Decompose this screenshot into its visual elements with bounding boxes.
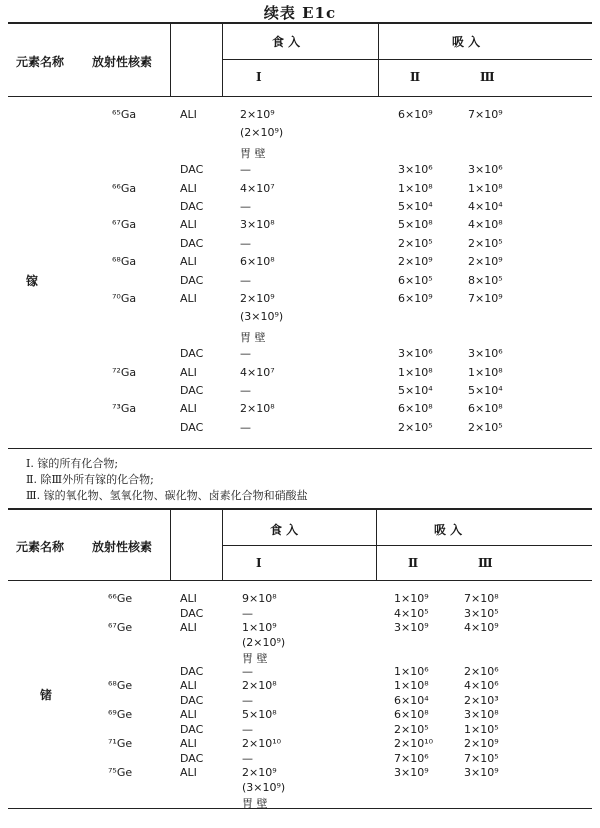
ge-row-6-col-iii: 4×10⁶: [464, 679, 499, 692]
ge-row-12-col-i: 2×10⁹: [242, 766, 277, 779]
ge-row-5-col-ii: 1×10⁶: [394, 664, 429, 678]
ge-row-9-type: DAC: [180, 722, 204, 736]
ge-header-element: 元素名称: [16, 540, 65, 554]
ge-row-0-col-i: 9×10⁸: [242, 592, 277, 605]
ga-row-13-col-i: —: [240, 347, 251, 361]
ga-row-5-col-i: —: [240, 200, 251, 213]
ga-row-10-col-iii: 7×10⁹: [468, 292, 503, 305]
ge-row-6-nuclide: ⁶⁸Ge: [108, 679, 133, 692]
ga-header-col-i: Ⅰ: [256, 70, 262, 84]
table-title: 续表 E1c: [263, 4, 337, 22]
ga-note-1: Ⅰ. 镓的所有化合物;: [26, 457, 119, 470]
ga-header-col-iii: Ⅲ: [480, 70, 495, 84]
ga-row-4-col-iii: 1×10⁸: [468, 181, 503, 195]
ga-header-rule: [8, 96, 592, 97]
ga-header-nuclide: 放射性核素: [92, 55, 153, 69]
ge-row-0-nuclide: ⁶⁶Ge: [108, 592, 133, 605]
ga-row-8-col-ii: 2×10⁹: [398, 255, 433, 269]
ge-row-8-col-i: 5×10⁸: [242, 708, 277, 721]
ga-row-10-nuclide: ⁷⁰Ga: [112, 292, 137, 305]
ge-row-1-col-ii: 4×10⁵: [394, 606, 429, 620]
ge-row-5-type: DAC: [180, 664, 204, 678]
ge-header-col-i: Ⅰ: [256, 556, 262, 570]
ga-header-ingestion: 食 入: [272, 35, 301, 49]
ge-row-0-type: ALI: [180, 592, 197, 605]
ga-top-rule: [8, 22, 592, 24]
ga-row-15-col-iii: 5×10⁴: [468, 384, 503, 397]
ge-row-2-col-i: 1×10⁹: [242, 621, 277, 634]
ga-row-9-col-iii: 8×10⁵: [468, 273, 503, 287]
ga-row-6-col-i: 3×10⁸: [240, 218, 275, 232]
ge-row-10-col-ii: 2×10¹⁰: [394, 737, 434, 750]
ga-row-10-col-i: 2×10⁹: [240, 292, 275, 305]
ge-vline-2: [222, 508, 223, 580]
ga-row-7-col-iii: 2×10⁵: [468, 236, 503, 250]
ga-bottom-rule: [8, 448, 592, 449]
ge-row-7-col-iii: 2×10³: [464, 693, 499, 707]
ge-row-10-col-iii: 2×10⁹: [464, 737, 499, 750]
ge-row-0-col-iii: 7×10⁸: [464, 592, 499, 605]
ga-row-6-nuclide: ⁶⁷Ga: [112, 218, 137, 232]
ga-row-14-col-iii: 1×10⁸: [468, 365, 503, 379]
ge-row-8-col-ii: 6×10⁸: [394, 708, 429, 721]
ga-element-name: 镓: [26, 274, 39, 288]
ge-row-1-col-i: —: [242, 606, 253, 620]
ga-row-16-col-ii: 6×10⁸: [398, 402, 433, 416]
ga-row-17-type: DAC: [180, 420, 204, 434]
ga-vline-1: [170, 22, 171, 96]
ge-row-6-col-ii: 1×10⁸: [394, 679, 429, 692]
ge-row-8-nuclide: ⁶⁹Ge: [108, 708, 133, 721]
ge-row-2-nuclide: ⁶⁷Ge: [108, 621, 133, 634]
ge-row-7-type: DAC: [180, 693, 204, 707]
ga-row-12-col-i: 胃 壁: [240, 330, 266, 344]
ge-row-4-col-i: 胃 壁: [242, 652, 268, 665]
ga-row-10-type: ALI: [180, 292, 197, 305]
ga-header-col-ii: Ⅱ: [410, 70, 421, 84]
ge-row-5-col-iii: 2×10⁶: [464, 664, 499, 678]
ge-header-col-ii: Ⅱ: [408, 556, 419, 570]
ga-subheader-rule: [222, 59, 592, 60]
ge-row-9-col-iii: 1×10⁵: [464, 722, 499, 736]
ga-row-0-col-iii: 7×10⁹: [468, 108, 503, 121]
ge-vline-1: [170, 508, 171, 580]
ga-row-5-col-iii: 4×10⁴: [468, 200, 503, 213]
ge-row-11-col-ii: 7×10⁶: [394, 751, 429, 765]
ga-row-4-nuclide: ⁶⁶Ga: [112, 181, 137, 195]
ga-row-2-col-i: 胃 壁: [240, 146, 266, 160]
ga-row-3-col-i: —: [240, 163, 251, 177]
ge-row-10-nuclide: ⁷¹Ge: [108, 737, 133, 750]
ge-header-ingestion: 食 入: [270, 523, 299, 537]
ge-top-rule: [8, 508, 592, 510]
ge-header-nuclide: 放射性核素: [92, 540, 153, 554]
ga-note-3: Ⅲ. 镓的氧化物、氢氧化物、碳化物、卤素化合物和硝酸盐: [26, 489, 308, 502]
ga-row-16-nuclide: ⁷³Ga: [112, 402, 137, 416]
ge-row-7-col-i: —: [242, 693, 253, 707]
ge-row-12-type: ALI: [180, 766, 197, 779]
ga-row-14-nuclide: ⁷²Ga: [112, 365, 137, 379]
ge-bottom-rule: [8, 808, 592, 809]
ga-header-inhalation: 吸 入: [452, 35, 481, 49]
ga-row-1-col-i: (2×10⁹): [240, 126, 284, 140]
ga-row-7-col-ii: 2×10⁵: [398, 236, 433, 250]
ge-header-rule: [8, 580, 592, 581]
ga-row-16-col-iii: 6×10⁸: [468, 402, 503, 416]
ga-row-9-type: DAC: [180, 273, 204, 287]
ge-row-9-col-ii: 2×10⁵: [394, 722, 429, 736]
ge-row-7-col-ii: 6×10⁴: [394, 693, 429, 707]
ga-row-15-col-i: —: [240, 384, 251, 397]
ge-vline-3: [376, 508, 377, 580]
ga-row-17-col-ii: 2×10⁵: [398, 420, 433, 434]
ge-row-6-type: ALI: [180, 679, 197, 692]
ge-row-12-nuclide: ⁷⁵Ge: [108, 766, 133, 779]
ga-row-3-type: DAC: [180, 163, 204, 177]
ga-row-9-col-ii: 6×10⁵: [398, 273, 433, 287]
ga-row-11-col-i: (3×10⁹): [240, 310, 284, 324]
ge-row-5-col-i: —: [242, 664, 253, 678]
ga-row-15-col-ii: 5×10⁴: [398, 384, 433, 397]
ge-row-0-col-ii: 1×10⁹: [394, 592, 429, 605]
ge-element-name: 锗: [40, 688, 53, 702]
ga-row-0-col-ii: 6×10⁹: [398, 108, 433, 121]
ga-row-6-col-iii: 4×10⁸: [468, 218, 503, 232]
ga-note-2: Ⅱ. 除Ⅲ外所有镓的化合物;: [26, 473, 154, 486]
ge-row-14-col-i: 胃 壁: [242, 797, 268, 810]
ge-row-12-col-ii: 3×10⁹: [394, 766, 429, 779]
ga-row-15-type: DAC: [180, 384, 204, 397]
ga-row-5-col-ii: 5×10⁴: [398, 200, 433, 213]
ga-row-16-type: ALI: [180, 402, 197, 416]
ga-row-8-nuclide: ⁶⁸Ga: [112, 255, 137, 269]
ga-row-10-col-ii: 6×10⁹: [398, 292, 433, 305]
ga-row-0-type: ALI: [180, 108, 197, 121]
ge-row-2-col-ii: 3×10⁹: [394, 621, 429, 634]
ga-row-6-col-ii: 5×10⁸: [398, 218, 433, 232]
ga-row-5-type: DAC: [180, 200, 204, 213]
ga-row-3-col-ii: 3×10⁶: [398, 163, 433, 177]
ga-row-16-col-i: 2×10⁸: [240, 402, 275, 416]
ga-row-8-col-i: 6×10⁸: [240, 255, 275, 269]
ga-row-14-col-ii: 1×10⁸: [398, 365, 433, 379]
ge-row-8-type: ALI: [180, 708, 197, 721]
ga-row-4-col-ii: 1×10⁸: [398, 181, 433, 195]
ge-row-13-col-i: (3×10⁹): [242, 780, 286, 794]
ga-row-6-type: ALI: [180, 218, 197, 232]
ga-row-17-col-i: —: [240, 420, 251, 434]
ge-row-10-type: ALI: [180, 737, 197, 750]
ga-row-8-type: ALI: [180, 255, 197, 269]
ga-row-7-type: DAC: [180, 236, 204, 250]
ga-row-14-type: ALI: [180, 365, 197, 379]
ge-row-10-col-i: 2×10¹⁰: [242, 737, 282, 750]
ge-row-1-col-iii: 3×10⁵: [464, 606, 499, 620]
ge-subheader-rule: [222, 545, 592, 546]
ge-row-3-col-i: (2×10⁹): [242, 635, 286, 649]
ga-row-4-type: ALI: [180, 181, 197, 195]
ga-row-13-col-ii: 3×10⁶: [398, 347, 433, 361]
ga-row-0-col-i: 2×10⁹: [240, 108, 275, 121]
ge-row-6-col-i: 2×10⁸: [242, 679, 277, 692]
ge-row-11-col-iii: 7×10⁵: [464, 751, 499, 765]
ge-row-11-type: DAC: [180, 751, 204, 765]
ga-row-0-nuclide: ⁶⁵Ga: [112, 108, 137, 121]
ge-row-9-col-i: —: [242, 722, 253, 736]
ga-row-3-col-iii: 3×10⁶: [468, 163, 503, 177]
ga-header-element: 元素名称: [16, 55, 65, 69]
ga-row-14-col-i: 4×10⁷: [240, 365, 275, 379]
ga-row-4-col-i: 4×10⁷: [240, 181, 275, 195]
ge-header-inhalation: 吸 入: [434, 523, 463, 537]
ga-row-13-col-iii: 3×10⁶: [468, 347, 503, 361]
ge-header-col-iii: Ⅲ: [478, 556, 493, 570]
ge-row-12-col-iii: 3×10⁹: [464, 766, 499, 779]
ge-row-2-type: ALI: [180, 621, 197, 634]
ge-row-2-col-iii: 4×10⁹: [464, 621, 499, 634]
ga-row-17-col-iii: 2×10⁵: [468, 420, 503, 434]
ge-row-1-type: DAC: [180, 606, 204, 620]
ga-row-8-col-iii: 2×10⁹: [468, 255, 503, 269]
ga-row-13-type: DAC: [180, 347, 204, 361]
ga-row-7-col-i: —: [240, 236, 251, 250]
ga-row-9-col-i: —: [240, 273, 251, 287]
ge-row-11-col-i: —: [242, 751, 253, 765]
ge-row-8-col-iii: 3×10⁸: [464, 708, 499, 721]
